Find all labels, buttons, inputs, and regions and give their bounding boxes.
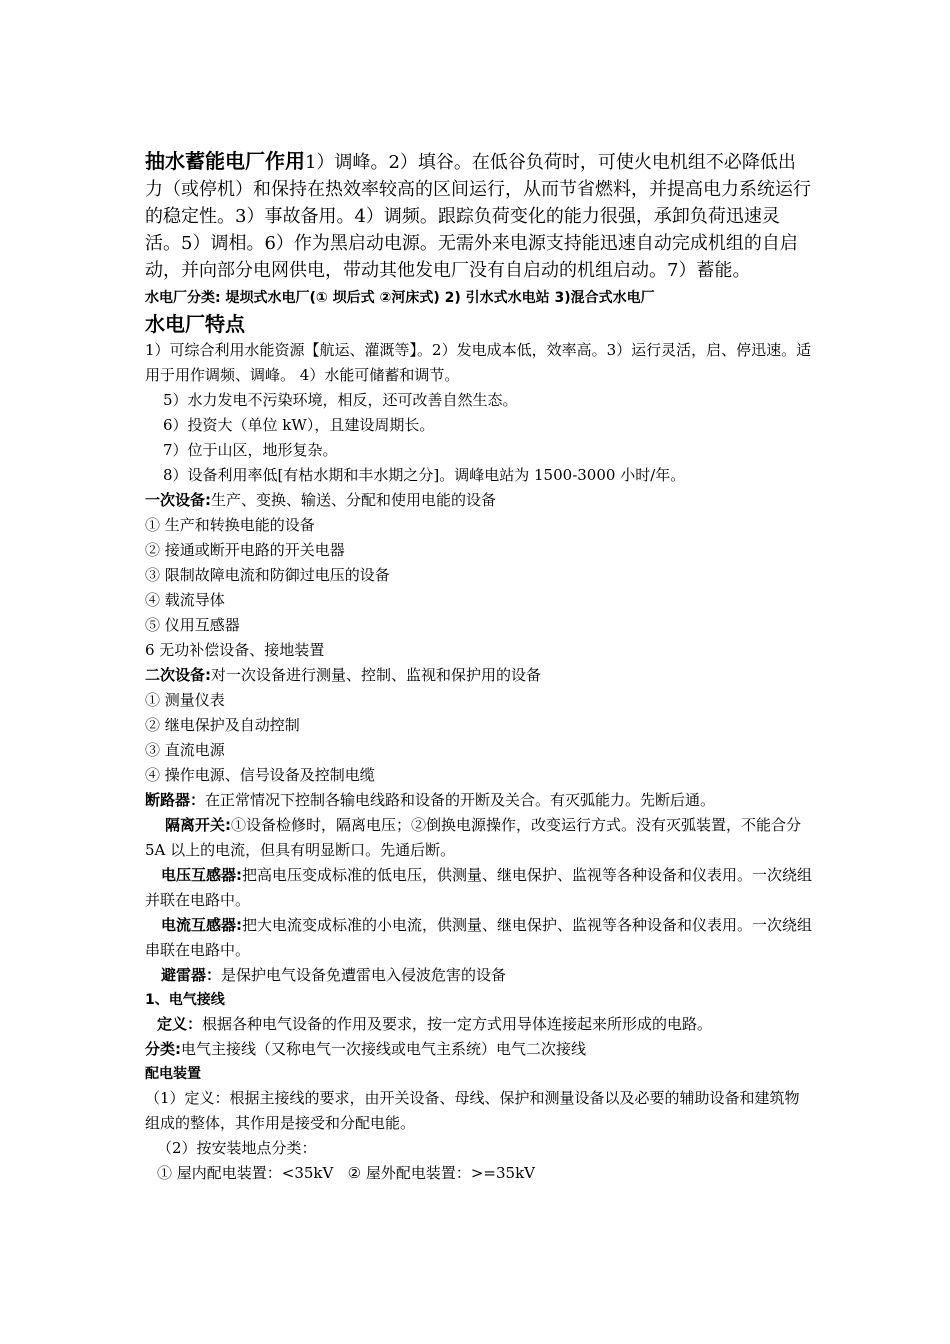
feature-item-6: 6）投资大（单位 kW），且建设周期长。: [163, 416, 435, 434]
disconnector-text: ①设备检修时，隔离电压；②倒换电源操作，改变运行方式。没有灭弧装置，不能合分 5A 以上的电流，但具有明显断口。先通后断。: [145, 816, 802, 859]
primary-item: ⑤ 仪用互感器: [145, 616, 240, 634]
breaker-def: [145, 788, 813, 813]
hydro-classification: 水电厂分类: 堤坝式水电厂(① 坝后式 ②河床式) 2) 引水式水电站 3)混合式水电厂: [145, 290, 655, 306]
pumped-storage-text: 1）调峰。2）填谷。在低谷负荷时，可使火电机组不必降低出力（或停机）和保持在热效率较高的区间运行，从而节省燃料，并提高电力系统运行的稳定性。3）事故备用。4）调频。跟踪负荷变化的能力很强，承卸负荷迅速灵活。5）调相。6）作为黑启动电源。无需外来电源支持能迅速自动完成机组的自启动，并向部分电网供电，带动其他发电厂没有自启动的机组启动。7）蓄能。: [145, 152, 811, 281]
arrester-def: [145, 963, 813, 988]
feature-item-7: 7）位于山区，地形复杂。: [163, 441, 338, 459]
primary-label: 一次设备:: [145, 491, 211, 509]
vt-label: 电压互感器:: [161, 866, 242, 884]
breaker-text: 在正常情况下控制各输电线路和设备的开断及关合。有灭弧能力。先断后通。: [205, 791, 716, 809]
primary-item: ③ 限制故障电流和防御过电压的设备: [145, 566, 390, 584]
primary-equipment-def: [145, 488, 813, 513]
primary-item: ② 接通或断开电路的开关电器: [145, 541, 345, 559]
feature-item-5: 5）水力发电不污染环境，相反，还可改善自然生态。: [163, 391, 518, 409]
ct-text: 把大电流变成标准的小电流，供测量、继电保护、监视等各种设备和仪表用。一次绕组串联在电路中。: [145, 916, 813, 959]
secondary-item: ② 继电保护及自动控制: [145, 716, 300, 734]
arrester-text: 是保护电气设备免遭雷电入侵波危害的设备: [221, 966, 507, 984]
secondary-label: 二次设备:: [145, 666, 211, 684]
secondary-equipment-def: [145, 663, 813, 688]
wiring-def-text: 根据各种电气设备的作用及要求，按一定方式用导体连接起来所形成的电路。: [202, 1015, 713, 1033]
secondary-text: 对一次设备进行测量、控制、监视和保护用的设备: [211, 666, 542, 684]
vt-def: [145, 863, 813, 913]
secondary-item: ① 测量仪表: [145, 691, 225, 709]
disconnector-def: [145, 813, 813, 863]
distribution-definition: （1）定义：根据主接线的要求，由开关设备、母线、保护和测量设备以及必要的辅助设备和建筑物组成的整体，其作用是接受和分配电能。: [145, 1089, 800, 1132]
vt-text: 把高电压变成标准的低电压，供测量、继电保护、监视等各种设备和仪表用。一次绕组并联在电路中。: [145, 866, 813, 909]
pumped-storage-heading: 抽水蓄能电厂作用: [145, 149, 305, 173]
secondary-item: ④ 操作电源、信号设备及控制电缆: [145, 766, 375, 784]
feature-item-8: 8）设备利用率低[有枯水期和丰水期之分]。调峰电站为 1500-3000 小时/年。: [163, 466, 686, 484]
wiring-classification: [145, 1037, 813, 1062]
hydro-features-heading: 水电厂特点: [145, 312, 245, 336]
feature-item-1: 1）可综合利用水能资源【航运、灌溉等】。2）发电成本低，效率高。3）运行灵活，启、停迅速。适用于用作调频、调峰。 4）水能可储蓄和调节。: [145, 341, 812, 384]
ct-label: 电流互感器:: [161, 916, 242, 934]
wiring-def-label: 定义：: [157, 1015, 203, 1033]
breaker-label: 断路器：: [145, 791, 206, 809]
primary-text: 生产、变换、输送、分配和使用电能的设备: [211, 491, 497, 509]
distribution-types: ① 屋内配电装置：<35kV ② 屋外配电装置：>=35kV: [157, 1164, 536, 1182]
arrester-label: 避雷器：: [161, 966, 222, 984]
pumped-storage-paragraph: [145, 148, 813, 284]
primary-item: ④ 载流导体: [145, 591, 225, 609]
primary-item: 6 无功补偿设备、接地装置: [145, 641, 325, 659]
secondary-item: ③ 直流电源: [145, 741, 225, 759]
wiring-heading: 1、电气接线: [145, 992, 225, 1008]
wiring-definition: [145, 1012, 813, 1037]
distribution-heading: 配电装置: [145, 1066, 201, 1082]
ct-def: [145, 913, 813, 963]
wiring-cls-text: 电气主接线（又称电气一次接线或电气主系统）电气二次接线: [181, 1040, 587, 1058]
primary-item: ① 生产和转换电能的设备: [145, 516, 315, 534]
wiring-cls-label: 分类:: [145, 1040, 181, 1058]
document-content: [145, 148, 813, 1186]
disconnector-label: 隔离开关:: [165, 816, 231, 834]
distribution-by-location: （2）按安装地点分类：: [157, 1139, 317, 1157]
